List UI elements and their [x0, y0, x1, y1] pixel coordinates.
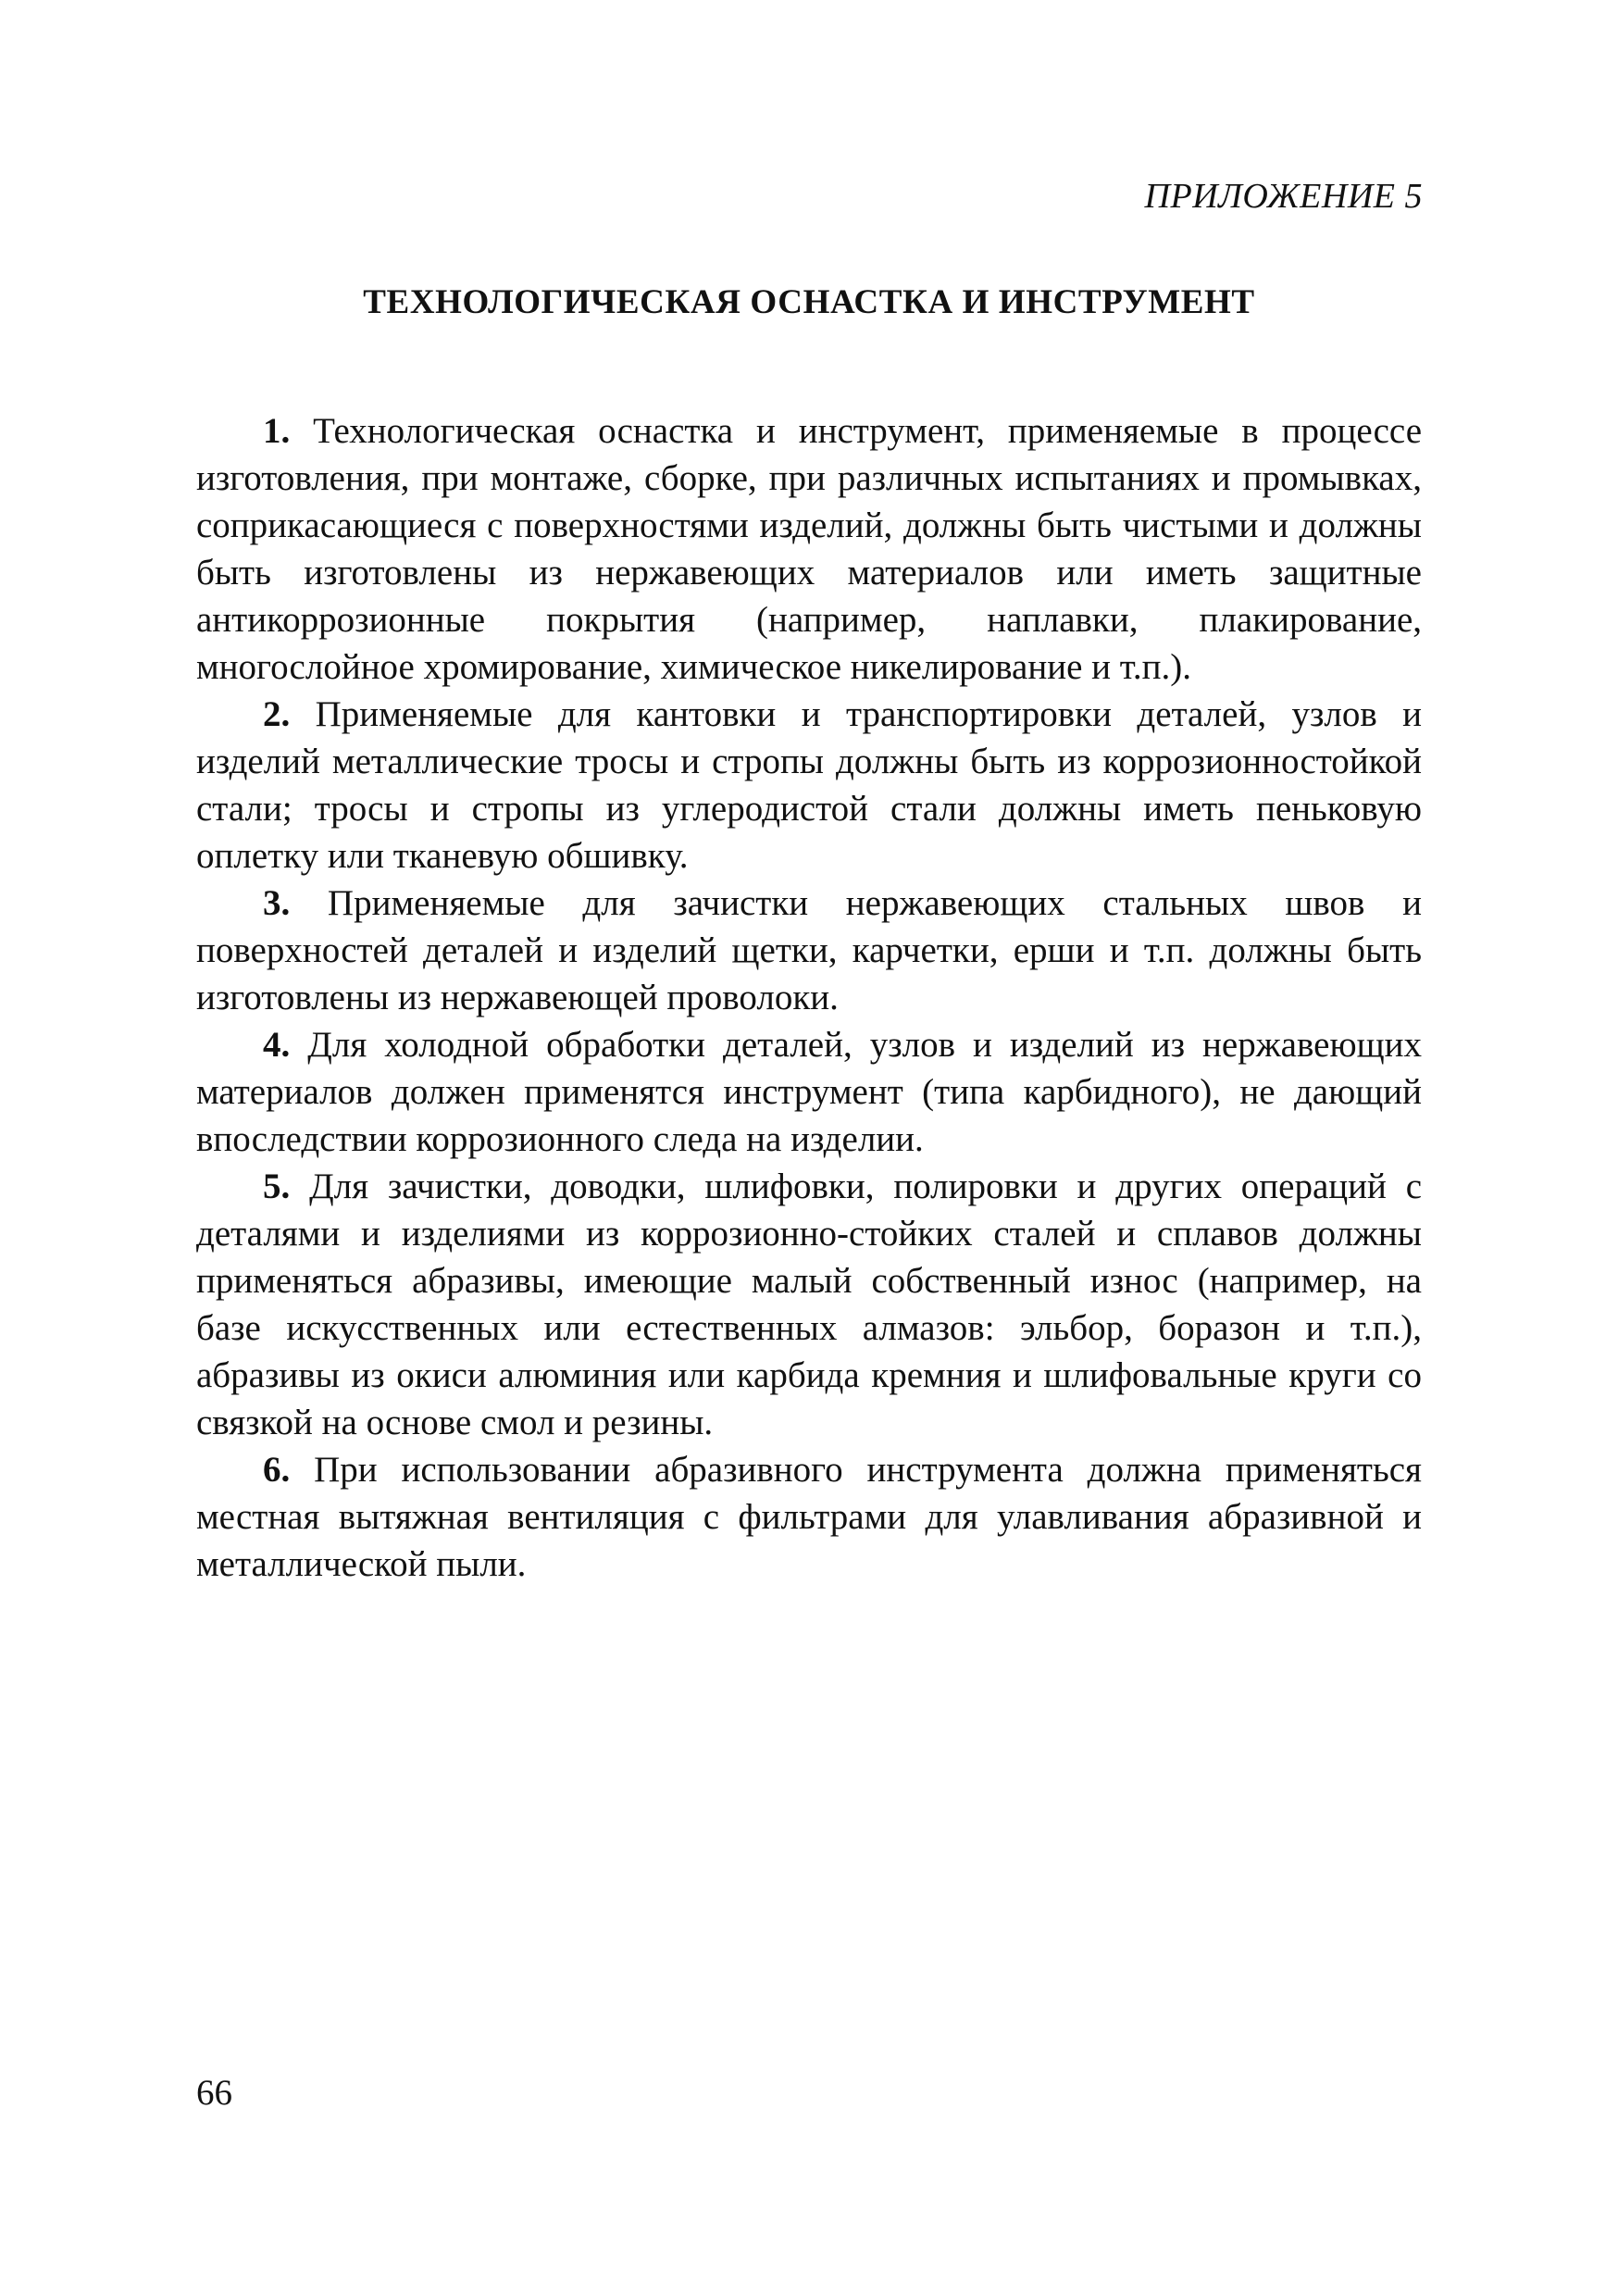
paragraph-text: При использовании абразивного инструмента должна применяться местная вытяжная вентиляция с фильтрами для улавливания абразивной и металлической пыли. [196, 1450, 1422, 1584]
paragraph-text: Технологическая оснастка и инструмент, применяемые в процессе изготовления, при монтаже, сборке, при различных испытаниях и промывках, соприкасающиеся с поверхностями изделий, должны быть чистыми и должны быть изготовлены из нержавеющих материалов или иметь защитные антикоррозионные покрытия (например, наплавки, плакирование, многослойное хромирование, химическое никелирование и т.п.). [196, 411, 1423, 687]
paragraph-number: 5. [263, 1167, 291, 1206]
paragraph-6 [196, 1446, 1422, 1588]
paragraph-number: 4. [263, 1025, 291, 1065]
paragraph-3 [196, 880, 1422, 1021]
paragraph-4 [196, 1021, 1422, 1163]
paragraph-text: Для зачистки, доводки, шлифовки, полировки и других операций с деталями и изделиями из коррозионно-стойких сталей и сплавов должны применяться абразивы, имеющие малый собственный износ (например, на базе искусственных или естественных алмазов: эльбор, боразон и т.п.), абразивы из окиси алюминия или карбида кремния и шлифовальные круги со связкой на основе смол и резины. [196, 1167, 1422, 1442]
paragraph-2 [196, 691, 1422, 880]
appendix-label: ПРИЛОЖЕНИЕ 5 [1144, 177, 1423, 216]
paragraph-5 [196, 1163, 1422, 1446]
paragraph-number: 2. [263, 694, 291, 734]
document-body [196, 407, 1422, 1588]
paragraph-text: Для холодной обработки деталей, узлов и изделий из нержавеющих материалов должен применятся инструмент (типа карбидного), не дающий впоследствии коррозионного следа на изделии. [196, 1025, 1422, 1159]
paragraph-number: 6. [263, 1450, 291, 1490]
paragraph-text: Применяемые для зачистки нержавеющих стальных швов и поверхностей деталей и изделий щетки, карчетки, ерши и т.п. должны быть изготовлены из нержавеющей проволоки. [196, 883, 1423, 1017]
paragraph-text: Применяемые для кантовки и транспортировки деталей, узлов и изделий металлические тросы и стропы должны быть из коррозионностойкой стали; тросы и стропы из углеродистой стали должны иметь пеньковую оплетку или тканевую обшивку. [196, 694, 1423, 876]
paragraph-number: 3. [263, 883, 291, 923]
document-title: ТЕХНОЛОГИЧЕСКАЯ ОСНАСТКА И ИНСТРУМЕНТ [363, 283, 1255, 321]
paragraph-number: 1. [263, 411, 291, 451]
paragraph-1 [196, 407, 1422, 691]
page-number: 66 [196, 2073, 232, 2113]
